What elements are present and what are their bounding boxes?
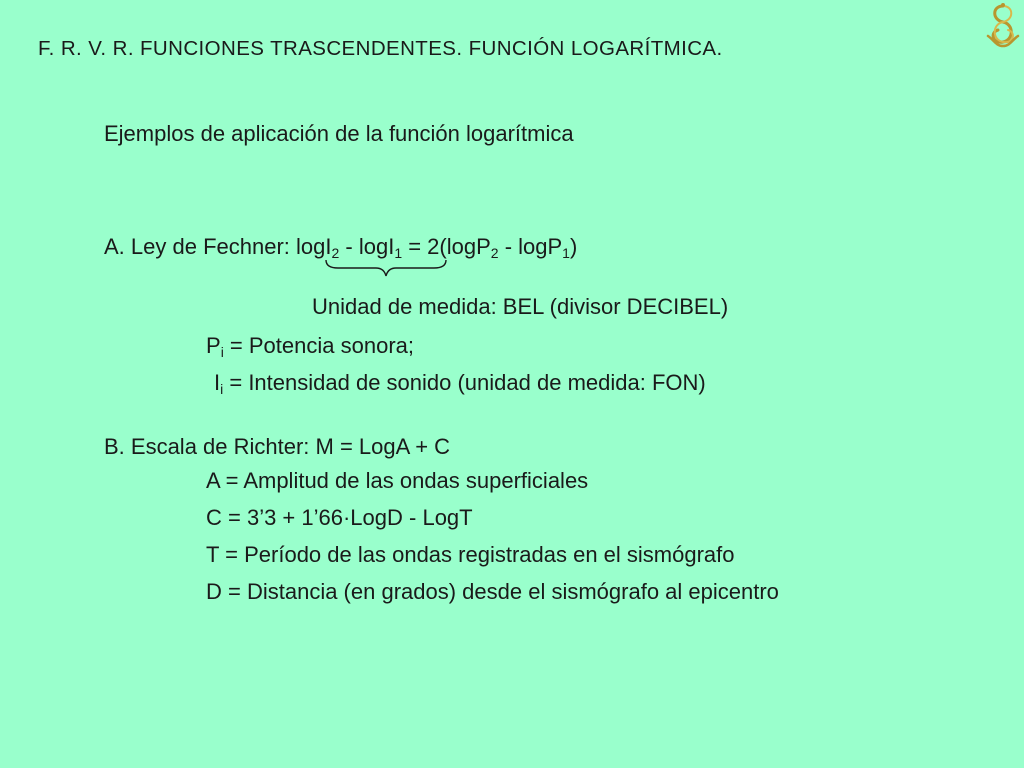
eq-subscript: 1 — [394, 245, 403, 261]
richter-scale-heading: B. Escala de Richter: M = LogA + C — [104, 434, 451, 459]
ornamental-scroll-logo-icon — [984, 2, 1022, 48]
richter-definition-constant: C = 3’3 + 1’66·LogD - LogT — [206, 505, 473, 530]
eq-term: ) — [569, 234, 578, 259]
var-p: P — [206, 333, 221, 358]
eq-subscript: 1 — [562, 245, 570, 261]
fechner-label: A. Ley de Fechner: — [104, 234, 296, 259]
fechner-law-equation — [104, 234, 577, 260]
eq-term: = 2(logP — [402, 234, 491, 259]
richter-definition-period: T = Período de las ondas registradas en el sismógrafo — [206, 542, 735, 567]
var-p-subscript: i — [220, 344, 224, 360]
eq-subscript: 2 — [331, 245, 340, 261]
intensity-definition-text: = Intensidad de sonido (unidad de medida: FON) — [223, 370, 706, 395]
richter-definition-amplitude: A = Amplitud de las ondas superficiales — [206, 468, 589, 493]
underbrace-icon — [324, 258, 448, 280]
slide-title: F. R. V. R. FUNCIONES TRASCENDENTES. FUNCIÓN LOGARÍTMICA. — [38, 37, 723, 60]
richter-definition-distance: D = Distancia (en grados) desde el sismógrafo al epicentro — [206, 579, 779, 604]
eq-term: logI — [296, 234, 332, 259]
eq-subscript: 2 — [490, 245, 499, 261]
power-definition — [206, 333, 414, 359]
var-i: I — [214, 370, 221, 395]
eq-term: - logP — [498, 234, 563, 259]
intensity-definition — [214, 370, 706, 396]
unit-of-measure: Unidad de medida: BEL (divisor DECIBEL) — [312, 294, 729, 319]
eq-term: - logI — [339, 234, 395, 259]
slide-subtitle: Ejemplos de aplicación de la función logarítmica — [104, 121, 574, 146]
var-i-subscript: i — [220, 381, 224, 397]
power-definition-text: = Potencia sonora; — [223, 333, 414, 358]
